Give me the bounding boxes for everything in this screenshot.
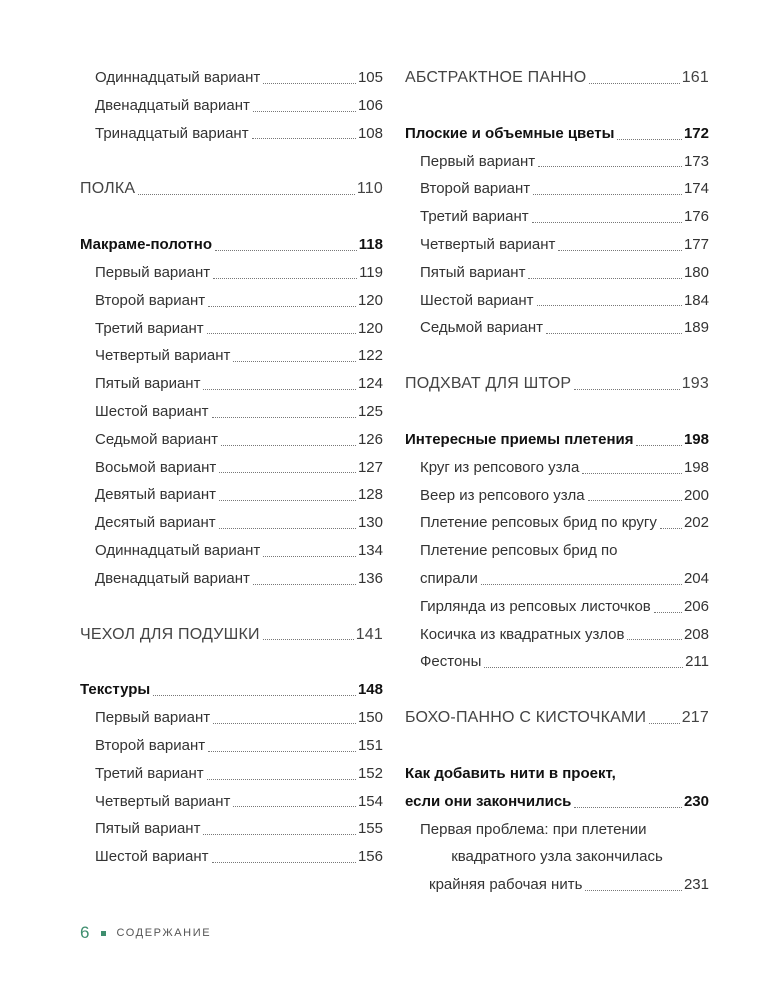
toc-entry[interactable] bbox=[80, 509, 383, 537]
entry-page: 105 bbox=[357, 69, 383, 86]
dot-leader bbox=[219, 472, 356, 473]
toc-entry[interactable] bbox=[405, 871, 709, 899]
toc-entry[interactable] bbox=[405, 148, 709, 176]
entry-page: 120 bbox=[357, 319, 383, 337]
entry-title: Одиннадцатый вариант bbox=[95, 541, 261, 559]
entry-title: Двенадцатый вариант bbox=[95, 96, 250, 114]
dot-leader bbox=[233, 361, 356, 362]
toc-entry[interactable] bbox=[405, 509, 709, 537]
entry-title: Второй вариант bbox=[95, 736, 206, 754]
toc-entry[interactable] bbox=[405, 482, 709, 510]
toc-entry[interactable] bbox=[405, 175, 709, 203]
dot-leader bbox=[263, 83, 356, 84]
dot-leader bbox=[532, 222, 682, 223]
toc-section-polka[interactable] bbox=[80, 175, 383, 203]
section-title-line: Как добавить нити в проект, bbox=[405, 764, 616, 782]
dot-leader bbox=[252, 138, 356, 139]
toc-entry[interactable] bbox=[80, 315, 383, 343]
entry-page: 106 bbox=[357, 96, 383, 114]
dot-leader bbox=[153, 695, 356, 696]
entry-page: 173 bbox=[683, 152, 709, 170]
section-title: ЧЕХОЛ ДЛЯ ПОДУШКИ bbox=[80, 625, 260, 643]
dot-leader bbox=[215, 250, 357, 251]
entry-page: 152 bbox=[357, 764, 383, 782]
entry-page: 156 bbox=[357, 848, 383, 866]
entry-title: Косичка из квадратных узлов bbox=[420, 625, 625, 643]
entry-page: 208 bbox=[683, 625, 709, 643]
entry-title: Восьмой вариант bbox=[95, 458, 217, 476]
entry-title: Четвертый вариант bbox=[420, 235, 556, 253]
entry-page: 136 bbox=[357, 569, 383, 587]
entry-page: 230 bbox=[683, 792, 709, 810]
entry-title: Шестой вариант bbox=[95, 402, 209, 420]
entry-title: Пятый вариант bbox=[95, 820, 201, 838]
entry-page: 125 bbox=[357, 402, 383, 420]
entry-page: 189 bbox=[683, 319, 709, 337]
dot-leader bbox=[538, 166, 682, 167]
entry-page: 126 bbox=[357, 430, 383, 448]
dot-leader bbox=[533, 194, 682, 195]
toc-right-column bbox=[405, 64, 709, 899]
toc-entry[interactable] bbox=[80, 481, 383, 509]
page-footer bbox=[80, 923, 211, 943]
dot-leader bbox=[213, 278, 357, 279]
entry-title: Пятый вариант bbox=[420, 263, 526, 281]
entry-page: 148 bbox=[357, 681, 383, 699]
page-number: 6 bbox=[80, 923, 90, 942]
entry-title: Третий вариант bbox=[420, 208, 529, 226]
dot-leader bbox=[617, 139, 682, 140]
entry-title: Шестой вариант bbox=[420, 291, 534, 309]
toc-section-priemy[interactable] bbox=[405, 426, 709, 454]
toc-section-makrame[interactable] bbox=[80, 231, 383, 259]
dot-leader bbox=[263, 556, 356, 557]
entry-page: 108 bbox=[357, 124, 383, 142]
entry-title: Одиннадцатый вариант bbox=[95, 69, 261, 86]
dot-leader bbox=[233, 806, 356, 807]
entry-title: Четвертый вариант bbox=[95, 347, 231, 365]
toc-section-flowers[interactable] bbox=[405, 120, 709, 148]
entry-title: Плетение репсовых брид по кругу bbox=[420, 514, 657, 532]
entry-page: 198 bbox=[683, 458, 709, 476]
entry-page: 119 bbox=[359, 263, 383, 281]
dot-leader bbox=[589, 83, 679, 84]
toc-entry[interactable] bbox=[80, 732, 383, 760]
section-title: если они закончились bbox=[405, 792, 572, 810]
entry-title: Четвертый вариант bbox=[95, 792, 231, 810]
entry-page: 174 bbox=[683, 180, 709, 198]
entry-title: Первый вариант bbox=[420, 152, 536, 170]
section-title: Интересные приемы плетения bbox=[405, 430, 634, 448]
dot-leader bbox=[585, 890, 682, 891]
entry-page: 154 bbox=[357, 792, 383, 810]
entry-page: 172 bbox=[683, 124, 709, 142]
entry-title: Первый вариант bbox=[95, 709, 211, 727]
dot-leader bbox=[213, 723, 356, 724]
dot-leader bbox=[654, 612, 682, 613]
entry-page: 122 bbox=[357, 347, 383, 365]
entry-page: 217 bbox=[681, 709, 709, 727]
entry-title: Фестоны bbox=[420, 653, 482, 671]
dot-leader bbox=[219, 528, 356, 529]
toc-section-abstract[interactable] bbox=[405, 64, 709, 92]
entry-page: 211 bbox=[685, 653, 709, 671]
dot-leader bbox=[582, 473, 682, 474]
toc-entry[interactable] bbox=[80, 370, 383, 398]
entry-title: Третий вариант bbox=[95, 319, 204, 337]
entry-page: 176 bbox=[683, 208, 709, 226]
toc-entry[interactable] bbox=[405, 648, 709, 676]
entry-title-line: Первая проблема: при плетении bbox=[420, 820, 647, 838]
entry-page: 231 bbox=[683, 876, 709, 894]
entry-title: Седьмой вариант bbox=[420, 319, 543, 337]
toc-left-column bbox=[80, 64, 383, 871]
toc-entry[interactable] bbox=[80, 259, 383, 287]
section-title: БОХО-ПАННО С КИСТОЧКАМИ bbox=[405, 709, 647, 727]
entry-page: 110 bbox=[356, 180, 383, 198]
toc-entry[interactable] bbox=[405, 231, 709, 259]
toc-entry[interactable] bbox=[80, 815, 383, 843]
entry-page: 150 bbox=[357, 709, 383, 727]
toc-entry[interactable] bbox=[405, 287, 709, 315]
entry-title: Седьмой вариант bbox=[95, 430, 218, 448]
entry-title: Пятый вариант bbox=[95, 375, 201, 393]
entry-title: Гирлянда из репсовых листочков bbox=[420, 597, 651, 615]
toc-section-tekstury[interactable] bbox=[80, 676, 383, 704]
dot-leader bbox=[253, 111, 356, 112]
toc-entry[interactable] bbox=[405, 259, 709, 287]
dot-leader bbox=[263, 639, 354, 640]
entry-page: 202 bbox=[683, 514, 709, 532]
entry-title: Первый вариант bbox=[95, 263, 211, 281]
entry-title: Третий вариант bbox=[95, 764, 204, 782]
dot-leader bbox=[649, 723, 679, 724]
entry-page: 180 bbox=[683, 263, 709, 281]
dot-leader bbox=[221, 445, 356, 446]
entry-page: 184 bbox=[683, 291, 709, 309]
toc-entry[interactable] bbox=[405, 593, 709, 621]
dot-leader bbox=[212, 862, 356, 863]
section-title: ПОДХВАТ ДЛЯ ШТОР bbox=[405, 375, 572, 393]
toc-entry[interactable] bbox=[80, 565, 383, 593]
dot-leader bbox=[636, 445, 681, 446]
dot-leader bbox=[588, 500, 682, 501]
toc-entry[interactable] bbox=[80, 537, 383, 565]
dot-leader bbox=[207, 779, 356, 780]
dot-leader bbox=[627, 639, 682, 640]
dot-leader bbox=[203, 834, 356, 835]
toc-entry[interactable] bbox=[80, 92, 383, 120]
entry-title: Второй вариант bbox=[420, 180, 531, 198]
dot-leader bbox=[558, 250, 682, 251]
toc-entry[interactable] bbox=[405, 565, 709, 593]
entry-title: Второй вариант bbox=[95, 291, 206, 309]
dot-leader bbox=[208, 306, 356, 307]
dot-leader bbox=[481, 584, 682, 585]
section-title: Макраме-полотно bbox=[80, 236, 213, 254]
toc-entry[interactable] bbox=[80, 287, 383, 315]
dot-leader bbox=[574, 389, 679, 390]
entry-page: 206 bbox=[683, 597, 709, 615]
entry-page: 155 bbox=[357, 820, 383, 838]
section-title: Плоские и объемные цветы bbox=[405, 124, 615, 142]
entry-page: 177 bbox=[683, 235, 709, 253]
toc-entry[interactable] bbox=[80, 454, 383, 482]
toc-entry[interactable] bbox=[80, 788, 383, 816]
dot-leader bbox=[253, 584, 356, 585]
toc-section-podhvat[interactable] bbox=[405, 370, 709, 398]
entry-title: Круг из репсового узла bbox=[420, 458, 580, 476]
toc-section-chehol[interactable] bbox=[80, 621, 383, 649]
entry-page: 134 bbox=[357, 541, 383, 559]
entry-page: 124 bbox=[357, 375, 383, 393]
toc-entry[interactable] bbox=[80, 760, 383, 788]
dot-leader bbox=[528, 278, 682, 279]
entry-page: 200 bbox=[683, 486, 709, 504]
entry-title: Девятый вариант bbox=[95, 486, 216, 504]
entry-page: 161 bbox=[681, 69, 709, 86]
dot-leader bbox=[212, 417, 356, 418]
dot-leader bbox=[484, 667, 683, 668]
dot-leader bbox=[203, 389, 356, 390]
toc-section-threads[interactable] bbox=[405, 788, 709, 816]
toc-entry[interactable] bbox=[80, 120, 383, 148]
square-bullet-icon bbox=[101, 931, 106, 936]
entry-page: 204 bbox=[683, 569, 709, 587]
entry-page: 127 bbox=[357, 458, 383, 476]
entry-title: Десятый вариант bbox=[95, 514, 216, 532]
dot-leader bbox=[546, 333, 682, 334]
toc-entry[interactable] bbox=[405, 621, 709, 649]
toc-entry[interactable] bbox=[405, 314, 709, 342]
entry-page: 141 bbox=[355, 625, 383, 643]
entry-title-line: квадратного узла закончилась bbox=[451, 848, 663, 866]
entry-title: Веер из репсового узла bbox=[420, 486, 585, 504]
toc-entry[interactable] bbox=[80, 398, 383, 426]
dot-leader bbox=[574, 807, 682, 808]
entry-page: 130 bbox=[357, 514, 383, 532]
toc-entry[interactable] bbox=[80, 704, 383, 732]
entry-page: 118 bbox=[358, 236, 383, 254]
entry-title: Шестой вариант bbox=[95, 848, 209, 866]
dot-leader bbox=[660, 528, 682, 529]
toc-entry[interactable] bbox=[80, 64, 383, 92]
entry-title: крайняя рабочая нить bbox=[429, 876, 583, 894]
entry-page: 193 bbox=[681, 375, 709, 393]
toc-entry[interactable] bbox=[80, 426, 383, 454]
section-title: АБСТРАКТНОЕ ПАННО bbox=[405, 69, 587, 86]
toc-entry[interactable] bbox=[405, 454, 709, 482]
dot-leader bbox=[208, 751, 356, 752]
toc-entry[interactable] bbox=[80, 843, 383, 871]
entry-page: 128 bbox=[357, 486, 383, 504]
entry-title: спирали bbox=[420, 569, 478, 587]
entry-title-line: Плетение репсовых брид по bbox=[420, 542, 618, 560]
dot-leader bbox=[138, 194, 355, 195]
section-title: Текстуры bbox=[80, 681, 151, 699]
toc-entry[interactable] bbox=[80, 342, 383, 370]
entry-page: 120 bbox=[357, 291, 383, 309]
entry-title: Тринадцатый вариант bbox=[95, 124, 249, 142]
dot-leader bbox=[219, 500, 356, 501]
running-header: СОДЕРЖАНИЕ bbox=[116, 927, 212, 939]
entry-page: 151 bbox=[357, 736, 383, 754]
toc-entry[interactable] bbox=[405, 203, 709, 231]
dot-leader bbox=[207, 333, 356, 334]
entry-page: 198 bbox=[683, 430, 709, 448]
entry-title: Двенадцатый вариант bbox=[95, 569, 250, 587]
section-title: ПОЛКА bbox=[80, 180, 136, 198]
toc-section-boho[interactable] bbox=[405, 704, 709, 732]
dot-leader bbox=[537, 305, 682, 306]
